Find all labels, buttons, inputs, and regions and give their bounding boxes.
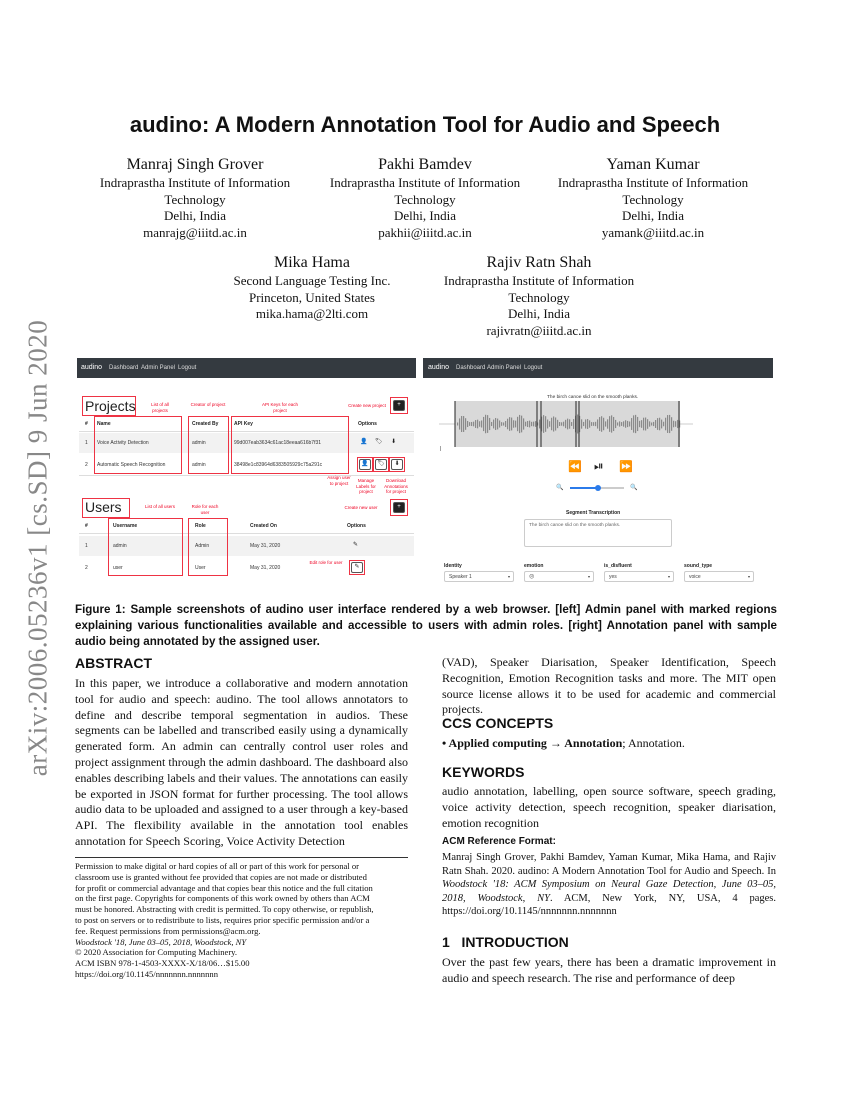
identity-select[interactable] [444, 571, 514, 582]
annotation-label: API Keys for each project [261, 402, 299, 413]
field-label: is_disfluent [604, 563, 632, 569]
waveform-bar [533, 422, 534, 427]
waveform-bar [607, 419, 608, 428]
waveform-bar [633, 415, 634, 432]
acm-ref-venue: Woodstock '18: ACM Symposium on Neural Gaze Detection, June 03–05, 2018, Woodstock, NY [442, 879, 776, 904]
waveform-bar [535, 421, 536, 427]
waveform-bar [613, 417, 614, 431]
footnote-line: Permission to make digital or hard copies of all or part of this work for personal or [75, 861, 360, 871]
is-disfluent-select[interactable] [604, 571, 674, 582]
waveform-bar [551, 418, 552, 430]
acm-ref-authors: Manraj Singh Grover, Pakhi Bamdev, Yaman Kumar, Mika Hama, and Rajiv Ratn Shah. 2020. audino: A Modern Annotation Tool for Audio and Speech. In [442, 852, 776, 877]
column-header: API Key [234, 421, 253, 427]
author-location: Delhi, India [621, 208, 685, 223]
waveform-bar [587, 419, 588, 429]
annotation-box [357, 457, 373, 472]
waveform-bar [483, 417, 484, 431]
create-user-button[interactable]: + [393, 502, 405, 513]
waveform-bar [461, 416, 462, 432]
waveform-bar [631, 418, 632, 430]
zoom-out-icon[interactable]: 🔍 [556, 485, 564, 491]
waveform-bar [659, 418, 660, 431]
chevron-down-icon: ▾ [507, 574, 510, 579]
annotation-label: Download Annotations for project [384, 478, 408, 494]
divider [79, 475, 414, 476]
waveform-bar [581, 419, 582, 428]
waveform-bar [549, 421, 550, 427]
annotation-box [188, 416, 229, 474]
annotation-label: Assign user to project [327, 475, 351, 486]
waveform-bar [661, 420, 662, 429]
annotation-box [390, 499, 408, 516]
user-created-on: May 31, 2020 [250, 543, 281, 549]
waveform-bar [465, 418, 466, 430]
keywords-text: audio annotation, labelling, open source software, speech grading, voice activity detection, speech recognition, speaker diarisation, emotion recognition [442, 784, 776, 830]
column-header: Options [358, 421, 377, 427]
waveform-bar [477, 420, 478, 429]
nav-logout[interactable]: Logout [524, 365, 543, 371]
waveform-bar [569, 419, 570, 428]
waveform-bar [471, 422, 472, 426]
edit-role-button[interactable]: ✎ [351, 562, 363, 573]
column-header: Options [347, 523, 366, 529]
annotation-label: Creator of project [190, 402, 226, 407]
author-name: Manraj Singh Grover [126, 156, 264, 173]
waveform-bar [677, 420, 678, 428]
waveform-bar [475, 420, 476, 428]
author-name: Mika Hama [274, 254, 350, 271]
author-block [90, 155, 300, 241]
transcription-input[interactable]: The birch canoe slid on the smooth planks. [524, 519, 672, 547]
waveform-bar [639, 421, 640, 427]
author-affiliation: Second Language Testing Inc. [233, 273, 391, 288]
waveform-bar [663, 422, 664, 427]
author-affiliation: Indraprastha Institute of Information [443, 273, 635, 288]
waveform-bar [601, 416, 602, 432]
ccs-heading: CCS CONCEPTS [442, 715, 554, 731]
footnote-line: must be honored. Abstracting with credit is permitted. To copy otherwise, or republish, [75, 904, 374, 915]
author-email: manrajg@iiitd.ac.in [143, 224, 247, 240]
annotation-box [349, 560, 365, 575]
waveform-bar [509, 417, 510, 431]
select-value: 😐 [529, 574, 535, 580]
footnote-isbn: ACM ISBN 978-1-4503-XXXX-X/18/06…$15.00 [75, 958, 250, 969]
waveform-bar [457, 423, 458, 426]
waveform-bar [523, 418, 524, 429]
waveform-bar [463, 416, 464, 432]
annotation-label: List of all users [145, 504, 176, 509]
waveform-bar [515, 421, 516, 428]
waveform-bar [521, 416, 522, 433]
waveform-bar [599, 417, 600, 431]
author-block [212, 253, 412, 323]
manage-labels-button[interactable]: 🏷 [375, 459, 387, 470]
author-email: pakhii@iiitd.ac.in [378, 224, 472, 240]
segment-caption: The birch canoe slid on the smooth planks. [547, 395, 639, 400]
footnote-line: fee. Request permissions from permissions@acm.org. [75, 925, 261, 936]
download-annotations-button[interactable]: ⬇ [391, 459, 403, 470]
nav-admin-panel[interactable]: Admin Panel [487, 365, 522, 371]
waveform-bar [571, 422, 572, 426]
zoom-slider-handle[interactable] [595, 485, 601, 491]
ccs-concept: Annotation [564, 736, 623, 750]
assign-user-button[interactable]: 👤 [359, 459, 371, 470]
waveform-bar [609, 416, 610, 432]
footnote-line: classroom use is granted without fee provided that copies are not made or distributed [75, 871, 367, 882]
waveform-bar [557, 420, 558, 428]
waveform-bar [669, 415, 670, 433]
waveform-bar [603, 418, 604, 430]
waveform-bar [467, 421, 468, 427]
waveform-bar [473, 422, 474, 427]
waveform-bar [459, 418, 460, 429]
waveform-bar [645, 418, 646, 431]
author-name: Pakhi Bamdev [378, 156, 472, 173]
column-header: Created On [250, 523, 277, 529]
waveform-bar [651, 422, 652, 425]
waveform-bar [667, 415, 668, 433]
author-email: mika.hama@2lti.com [255, 306, 369, 321]
waveform-bar [553, 416, 554, 431]
waveform-bar [513, 420, 514, 427]
project-api-key: 38498e1c83964d6383505929c75a291c [234, 462, 323, 468]
introduction-text: Over the past few years, there has been a dramatic improvement in audio and speech research. The rise and performance of deep [442, 955, 776, 985]
waveform-bar [565, 420, 566, 428]
play-icon[interactable]: ⏯ [594, 459, 604, 473]
chevron-down-icon: ▾ [587, 574, 590, 579]
waveform-bar [499, 420, 500, 427]
abstract-continued: (VAD), Speaker Diarisation, Speaker Identification, Speech Recognition, Emotion Recognition tasks and more. The MIT open source license allows it to be used for academic and commercial projects. [442, 655, 776, 717]
waveform-bar [555, 417, 556, 430]
waveform-bar [625, 420, 626, 428]
waveform-bar [615, 420, 616, 428]
waveform-bar [489, 418, 490, 430]
brand-logo[interactable]: audino [428, 364, 450, 371]
waveform-bar [671, 417, 672, 431]
user-role: Admin [195, 543, 210, 549]
waveform-bar [605, 421, 606, 426]
annotation-label: Create new project [348, 403, 386, 408]
waveform-bar [527, 421, 528, 427]
project-creator: admin [192, 462, 206, 468]
waveform-bar [497, 419, 498, 430]
abstract-text: In this paper, we introduce a collaborative and modern annotation tool for audio and speech: audino. The tool allows annotators to define and describe temporal segmentation in audios. These segments can be labelled and transcribed easily using a dynamically generated form. An admin can centrally control user roles and project assignment through the admin dashboard. The dashboard also enables describing labels and their values. The annotations can easily be exported in JSON format for further processing. The tool allows audio data to be uploaded and assigned to a user through a key-based API. The flexibility available in the annotation tool enables annotation for Speech Scoring, Voice Activity Detection [75, 676, 408, 848]
footnote-line: on the first page. Copyrights for components of this work owned by others than ACM [75, 893, 370, 904]
waveform-bar [561, 422, 562, 425]
annotation-box [82, 498, 130, 518]
rewind-icon[interactable]: ⏪ [568, 461, 582, 473]
annotation-label: Role for each user [191, 504, 219, 515]
waveform-bar [469, 422, 470, 426]
navbar [77, 358, 416, 378]
figure-caption: Figure 1: Sample screenshots of audino user interface rendered by a web browser. [left] Admin panel with marked regions explaining various functionalities available and accessible to users with admin roles. [right] Annotation panel with sample audio being annotated by the assigned user. [75, 603, 777, 648]
waveform-bar [619, 421, 620, 426]
waveform-bar [485, 415, 486, 433]
nav-dashboard[interactable]: Dashboard [456, 365, 486, 371]
waveform-bar [517, 417, 518, 431]
waveform-bar [511, 418, 512, 431]
field-label: Identity [444, 563, 462, 569]
waveform-bar [591, 422, 592, 426]
bullet: • [442, 736, 447, 750]
annotation-label: Manage Labels for project [356, 478, 376, 494]
waveform-bar [563, 422, 564, 427]
annotation-box [373, 457, 389, 472]
waveform-bar [647, 419, 648, 429]
ccs-concepts [442, 736, 776, 752]
waveform-bar [635, 415, 636, 433]
annotation-label: Create new user [344, 505, 378, 510]
waveform-bar [481, 420, 482, 427]
waveform-bar [543, 415, 544, 433]
project-name: Automatic Speech Recognition [97, 462, 166, 468]
chevron-down-icon: ▾ [747, 574, 750, 579]
waveform-bar [539, 420, 540, 429]
waveform[interactable] [439, 401, 693, 447]
waveform-bar [621, 422, 622, 426]
waveform-bar [673, 421, 674, 428]
waveform-bar [637, 417, 638, 431]
transcription-label: Segment Transcription [566, 510, 621, 516]
brand-logo[interactable]: audino [81, 364, 103, 371]
acm-ref-tail: . ACM, New York, NY, USA, 4 pages. https://doi.org/10.1145/nnnnnnn.nnnnnnn [442, 892, 776, 918]
column-header: # [85, 421, 88, 427]
waveform-bar [495, 418, 496, 430]
annotation-box [231, 416, 349, 474]
column-header: # [85, 523, 88, 529]
footnote-line: for profit or commercial advantage and that copies bear this notice and the full citation [75, 882, 373, 893]
waveform-bar [593, 422, 594, 426]
nav-logout[interactable]: Logout [178, 365, 197, 371]
author-name: Yaman Kumar [606, 156, 700, 173]
zoom-in-icon[interactable]: 🔍 [630, 485, 638, 491]
abstract-heading: ABSTRACT [75, 655, 152, 671]
arxiv-stamp: arXiv:2006.05236v1 [cs.SD] 9 Jun 2020 [22, 319, 53, 777]
emotion-select[interactable] [524, 571, 594, 582]
select-value: yes [609, 574, 617, 580]
navbar [423, 358, 773, 378]
waveform-bar [577, 415, 578, 434]
annotation-box [94, 416, 182, 474]
projects-heading: Projects [85, 398, 136, 414]
section-number: 1 [442, 934, 450, 950]
author-affiliation: Princeton, United States [248, 289, 375, 305]
waveform-bar [589, 420, 590, 427]
author-affiliation: Indraprastha Institute of Information [329, 175, 521, 190]
edit-icon[interactable]: ✎ [353, 542, 359, 548]
user-created-on: May 31, 2020 [250, 565, 281, 571]
footnote [75, 861, 415, 980]
waveform-bar [547, 420, 548, 429]
waveform-bar [545, 416, 546, 432]
waveform-bar [491, 422, 492, 426]
author-email: rajivratn@iiitd.ac.in [486, 322, 592, 338]
footnote-copyright: © 2020 Association for Computing Machinery. [75, 947, 238, 958]
author-block [434, 253, 644, 339]
user-number: 1 [85, 543, 88, 549]
assign-user-icon[interactable]: 👤 [360, 439, 368, 445]
paper-title: audino: A Modern Annotation Tool for Audio and Speech [129, 112, 721, 137]
waveform-bar [583, 422, 584, 426]
annotation-box [108, 518, 183, 576]
column-header: Username [113, 523, 138, 529]
acm-ref-heading: ACM Reference Format: [442, 836, 556, 847]
waveform-bar [573, 419, 574, 429]
admin-panel-screenshot [77, 358, 416, 586]
column-header: Created By [192, 421, 219, 427]
project-api-key: 99d007eab3634c61ac18eeaa616b7f31 [234, 440, 322, 446]
user-username: admin [113, 543, 127, 549]
waveform-bar [617, 422, 618, 425]
annotation-box [389, 457, 405, 472]
author-affiliation: Technology [622, 191, 684, 207]
waveform-bar [629, 422, 630, 427]
waveform-bar [525, 422, 526, 427]
author-affiliation: Technology [164, 191, 226, 207]
waveform-bar [507, 419, 508, 430]
waveform-bar [487, 415, 488, 433]
waveform-bar [595, 422, 596, 426]
author-name: Rajiv Ratn Shah [486, 254, 592, 271]
waveform-bar [501, 422, 502, 426]
waveform-bar [627, 421, 628, 427]
project-number: 2 [85, 462, 88, 468]
select-value: Speaker 1 [449, 574, 472, 580]
waveform-bar [643, 418, 644, 431]
waveform-bar [665, 418, 666, 431]
author-affiliation: Technology [508, 289, 570, 305]
acm-ref-text [442, 851, 776, 919]
author-affiliation: Technology [394, 191, 456, 207]
introduction-heading [442, 934, 569, 950]
keywords-heading: KEYWORDS [442, 764, 525, 780]
create-project-button[interactable]: + [393, 400, 405, 411]
section-title: INTRODUCTION [461, 934, 569, 950]
author-affiliation: Indraprastha Institute of Information [99, 175, 291, 190]
waveform-bar [653, 422, 654, 426]
annotation-box [188, 518, 228, 576]
footnote-venue: Woodstock '18, June 03–05, 2018, Woodstock, NY [75, 936, 247, 947]
waveform-bar [519, 415, 520, 433]
project-number: 1 [85, 440, 88, 446]
arrow-icon: → [549, 736, 562, 750]
users-heading: Users [85, 499, 122, 515]
project-name: Voice Activity Detection [97, 440, 149, 446]
footnote-doi: https://doi.org/10.1145/nnnnnnn.nnnnnnn [75, 968, 218, 979]
waveform-bar [655, 420, 656, 428]
waveform-bar [559, 422, 560, 426]
field-label: emotion [524, 563, 544, 569]
footnote-rule [75, 857, 408, 858]
annotation-label: Edit role for user [309, 560, 343, 565]
user-username: user [113, 565, 123, 571]
waveform-bar [657, 418, 658, 430]
playhead-cursor[interactable]: | [440, 446, 442, 452]
waveform-bar [503, 422, 504, 425]
user-number: 2 [85, 565, 88, 571]
author-location: Delhi, India [163, 208, 227, 223]
project-creator: admin [192, 440, 206, 446]
waveform-bar [567, 419, 568, 430]
author-block [548, 155, 758, 241]
waveform-bar [531, 422, 532, 426]
download-icon[interactable]: ⬇ [391, 439, 397, 445]
annotation-panel-screenshot [423, 358, 773, 586]
waveform-bar [479, 421, 480, 426]
select-value: voice [689, 574, 701, 580]
waveform-bar [505, 421, 506, 427]
waveform-bar [675, 421, 676, 427]
waveform-bar [585, 419, 586, 428]
annotation-label: List of all projects [151, 402, 169, 413]
waveform-bar [623, 421, 624, 426]
waveform-bar [649, 421, 650, 426]
waveform-bar [493, 420, 494, 429]
author-location: Delhi, India [507, 306, 571, 321]
ccs-concept-tail: ; Annotation. [622, 736, 685, 750]
author-location: Delhi, India [393, 208, 457, 223]
nav-dashboard[interactable]: Dashboard [109, 365, 139, 371]
fast-forward-icon[interactable]: ⏩ [619, 461, 633, 473]
waveform-bar [641, 420, 642, 428]
sound-type-select[interactable] [684, 571, 754, 582]
author-block [320, 155, 530, 241]
column-header: Name [97, 421, 111, 427]
nav-admin-panel[interactable]: Admin Panel [141, 365, 176, 371]
chevron-down-icon: ▾ [667, 574, 670, 579]
footnote-line: to post on servers or to redistribute to lists, requires prior specific permission and/or a [75, 914, 370, 925]
author-affiliation: Indraprastha Institute of Information [557, 175, 749, 190]
column-header: Role [195, 523, 206, 529]
user-role: User [195, 565, 206, 571]
annotation-box [390, 397, 408, 414]
field-label: sound_type [684, 563, 713, 569]
waveform-bar [597, 419, 598, 428]
author-email: yamank@iiitd.ac.in [601, 224, 705, 240]
waveform-bar [529, 421, 530, 428]
ccs-concept: Applied computing [448, 736, 547, 750]
zoom-slider-fill [570, 487, 598, 489]
waveform-bar [611, 415, 612, 432]
tag-icon[interactable]: 🏷 [375, 439, 383, 445]
